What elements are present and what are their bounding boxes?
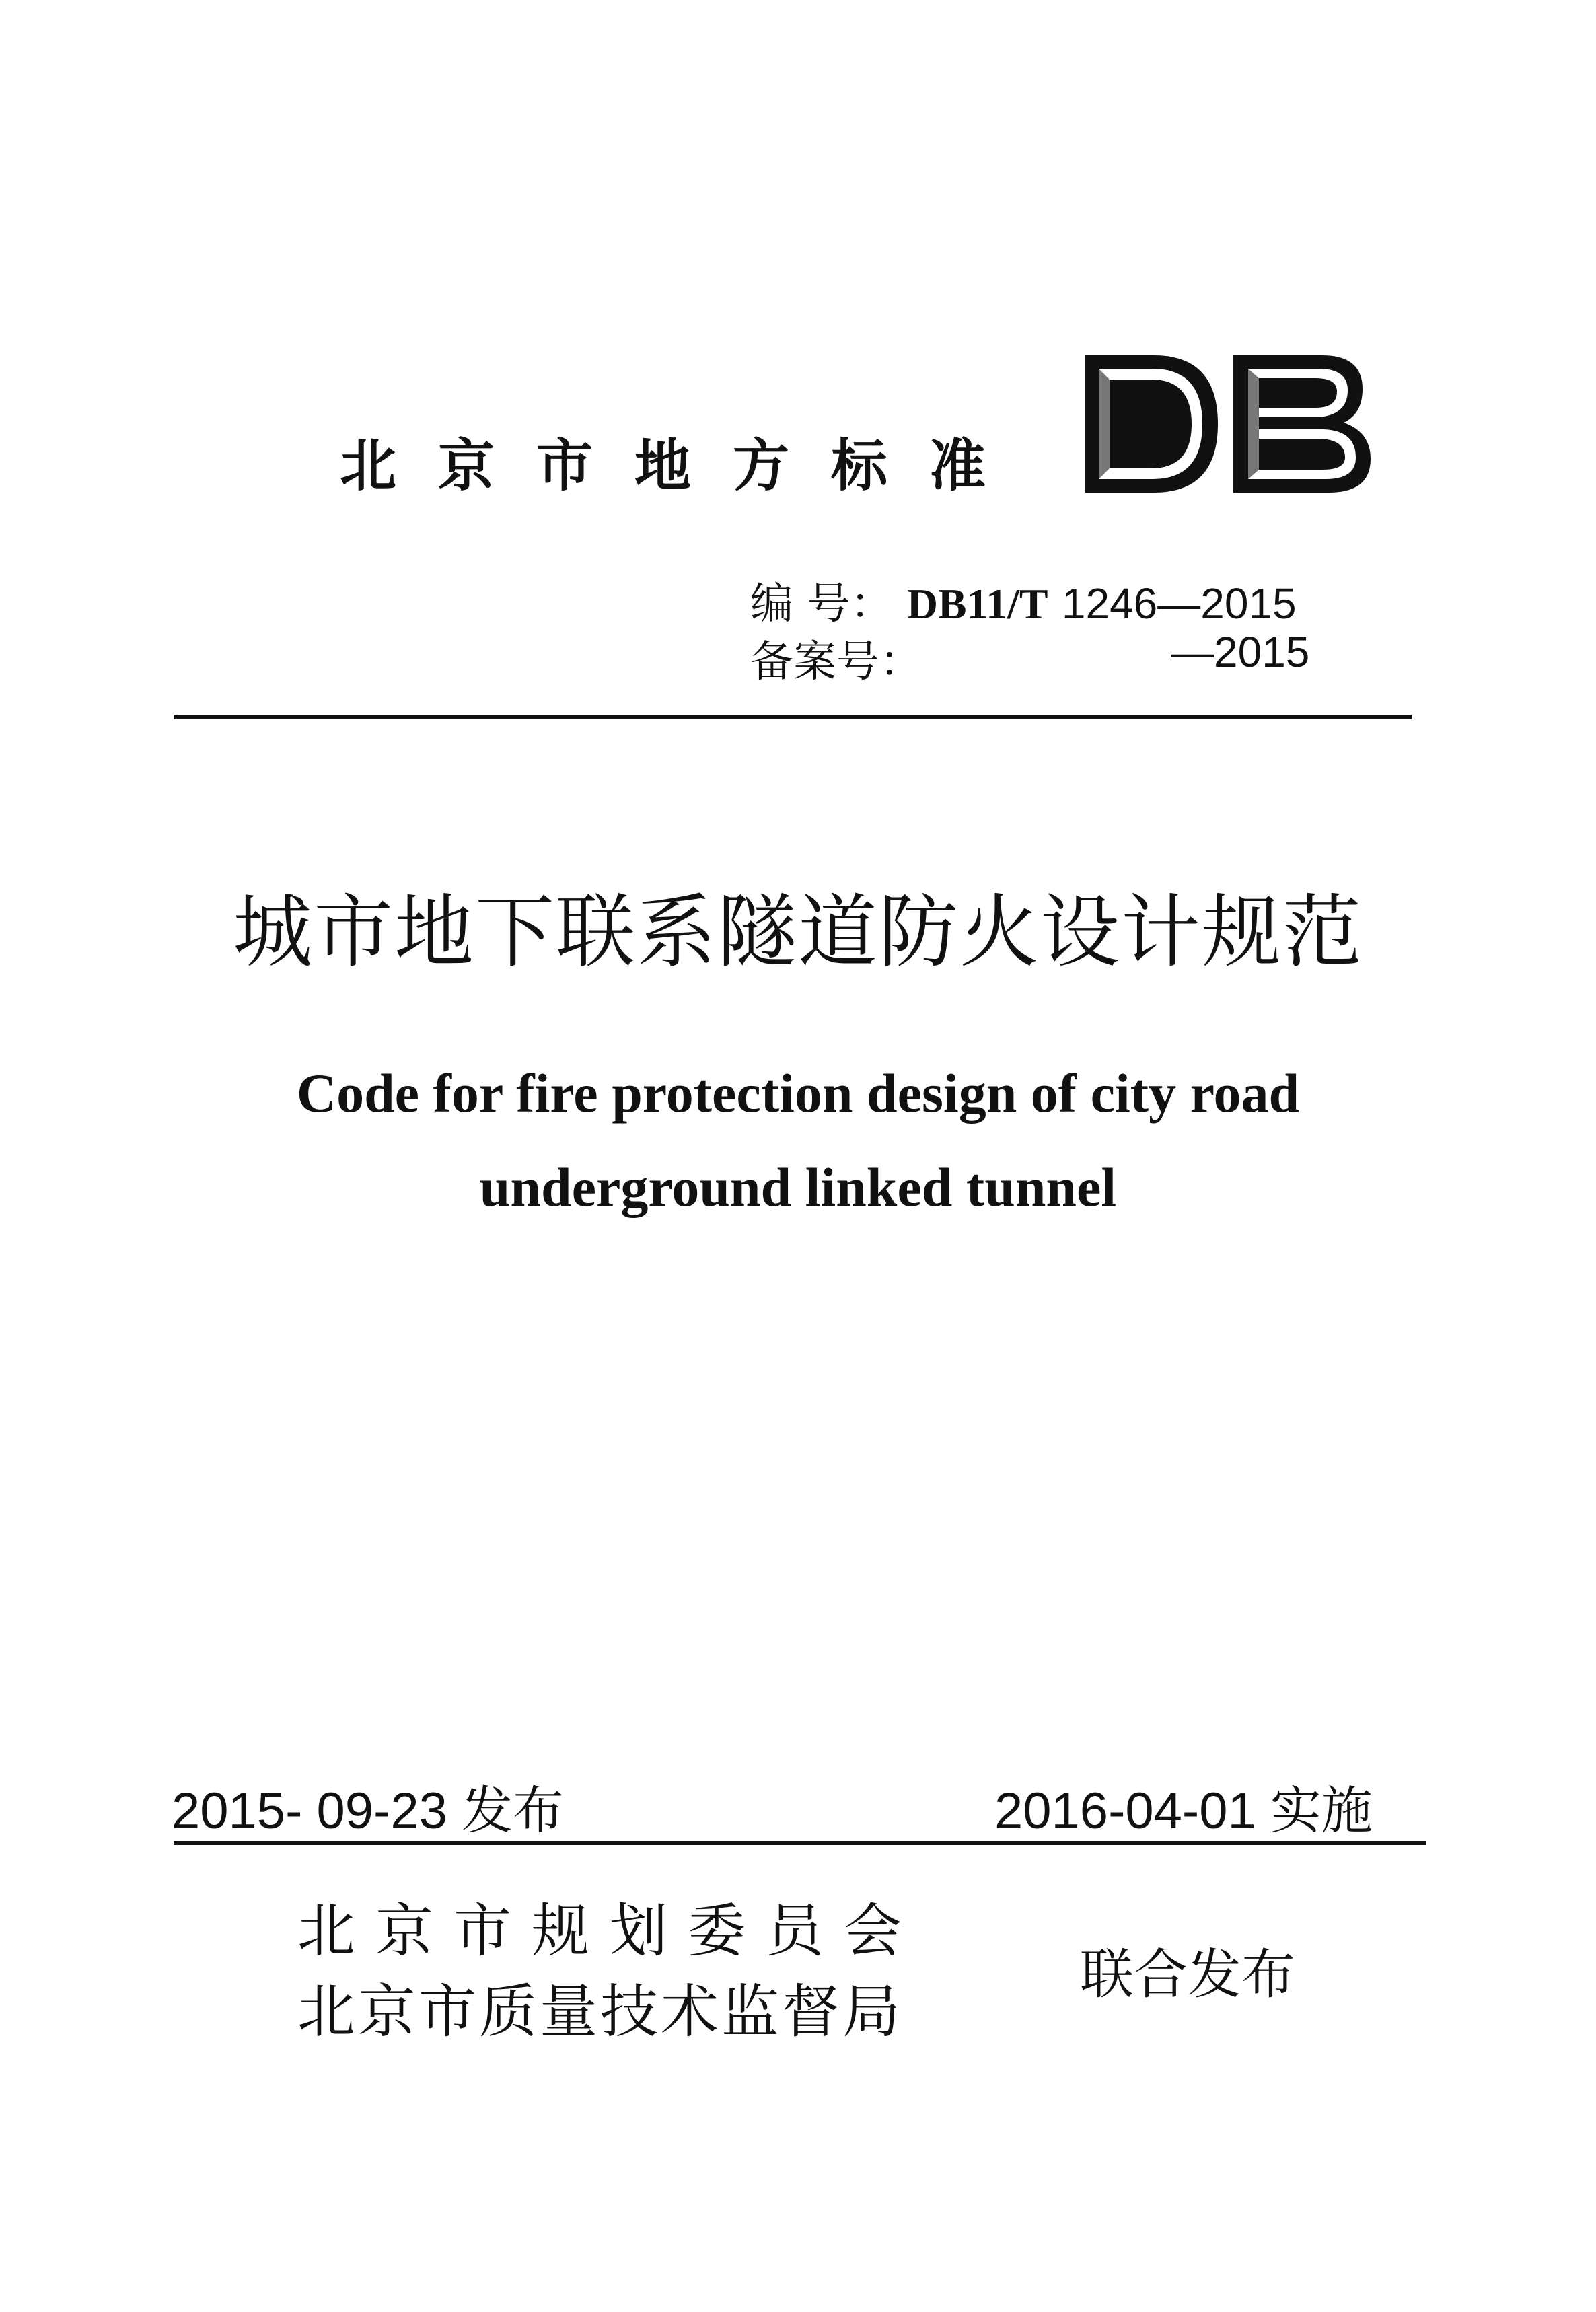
implement-date-line [994,1770,1373,1843]
document-title-zh: 城市地下联系隧道防火设计规范 [232,886,1363,978]
bottom-divider [174,1841,1426,1845]
issue-label: 发布 [462,1780,564,1840]
joint-issue-label: 联合发布 [1080,1943,1295,2006]
issue-date: 2015- 09-23 [172,1782,447,1840]
standard-number-value: DB11/T [906,580,1048,628]
top-divider [174,715,1412,719]
issuer-planning-commission: 北京市规划委员会 [297,1898,922,1965]
series-title: 北京市地方标准 [340,433,1028,499]
standard-number-label: 编 号： [750,579,894,629]
record-number-value: —2015 [1171,628,1310,676]
implement-label: 实施 [1270,1780,1373,1840]
db-logo [1080,350,1376,498]
issuer-quality-bureau: 北京市质量技术监督局 [297,1978,903,2046]
standard-number-year: 1246—2015 [1061,579,1297,628]
record-number-line [750,627,922,689]
standard-number-line [750,569,1297,631]
record-number-label: 备案号： [750,637,922,687]
implement-date: 2016-04-01 [994,1782,1256,1840]
document-title-en-line2: underground linked tunnel [479,1157,1117,1218]
issue-date-line [172,1770,564,1843]
document-title-en-line1: Code for fire protection design of city road [296,1062,1300,1124]
